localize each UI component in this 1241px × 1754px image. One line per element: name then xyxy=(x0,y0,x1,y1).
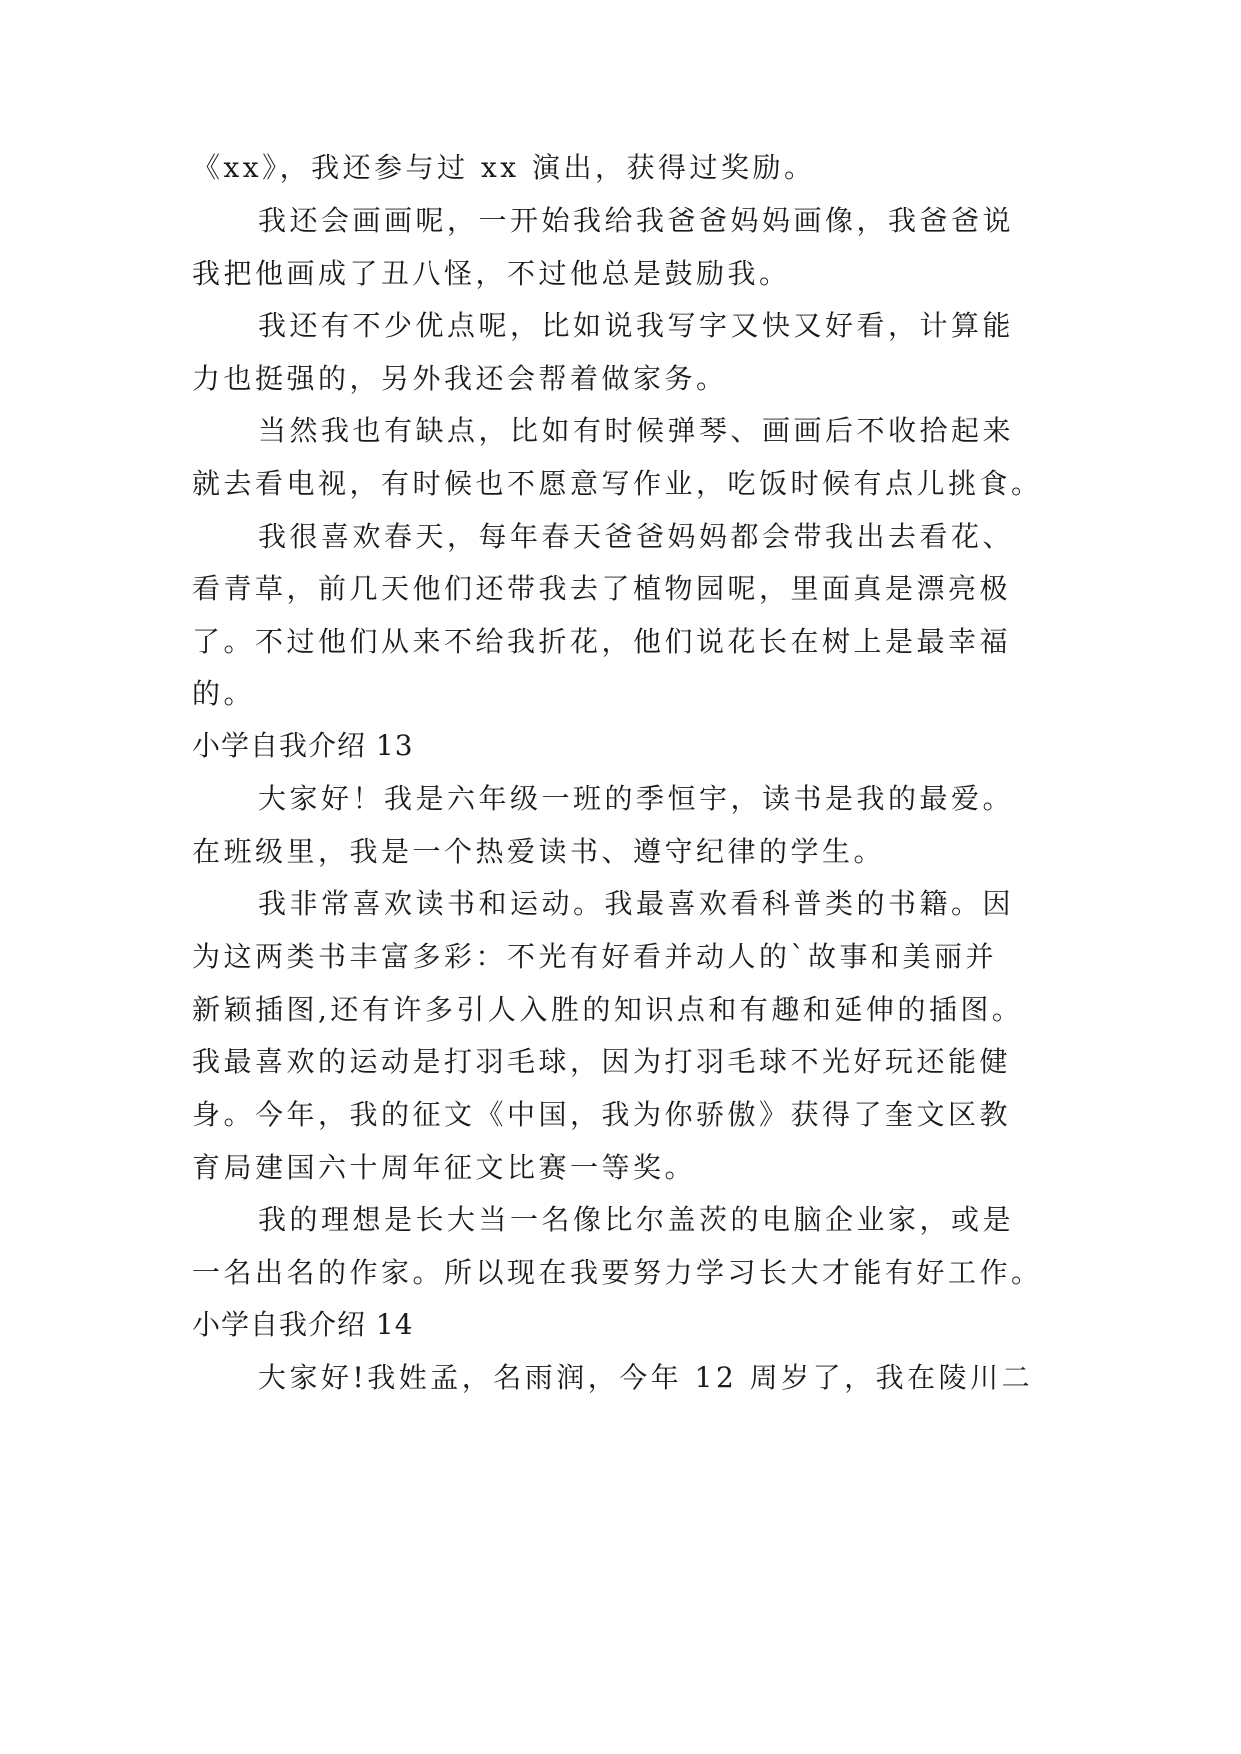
paragraph-line: 当然我也有缺点，比如有时候弹琴、画画后不收拾起来 xyxy=(258,414,1015,447)
paragraph-line: 的。 xyxy=(192,677,256,710)
paragraph-line: 我还会画画呢，一开始我给我爸爸妈妈画像，我爸爸说 xyxy=(258,204,1015,237)
paragraph-line: 我最喜欢的运动是打羽毛球，因为打羽毛球不光好玩还能健 xyxy=(192,1045,1012,1078)
paragraph-line: 看青草，前几天他们还带我去了植物园呢，里面真是漂亮极 xyxy=(192,572,1012,605)
paragraph-line: 我非常喜欢读书和运动。我最喜欢看科普类的书籍。因 xyxy=(258,887,1015,920)
paragraph-line: 了。不过他们从来不给我折花，他们说花长在树上是最幸福 xyxy=(192,625,1012,658)
paragraph-line: 大家好!我姓孟，名雨润，今年 12 周岁了，我在陵川二 xyxy=(258,1361,1034,1394)
section-heading: 小学自我介绍 13 xyxy=(192,729,414,762)
paragraph-line: 我很喜欢春天，每年春天爸爸妈妈都会带我出去看花、 xyxy=(258,520,1015,553)
paragraph-line: 一名出名的作家。所以现在我要努力学习长大才能有好工作。 xyxy=(192,1256,1043,1289)
paragraph-line: 新颖插图,还有许多引人入胜的知识点和有趣和延伸的插图。 xyxy=(192,993,1024,1026)
paragraph-line: 就去看电视，有时候也不愿意写作业，吃饭时候有点儿挑食。 xyxy=(192,467,1043,500)
paragraph-line: 在班级里，我是一个热爱读书、遵守纪律的学生。 xyxy=(192,835,886,868)
paragraph-line: 力也挺强的，另外我还会帮着做家务。 xyxy=(192,362,728,395)
paragraph-line: 大家好！我是六年级一班的季恒宇，读书是我的最爱。 xyxy=(258,782,1015,815)
paragraph-line: 《xx》，我还参与过 xx 演出，获得过奖励。 xyxy=(192,151,816,184)
section-heading: 小学自我介绍 14 xyxy=(192,1308,414,1341)
paragraph-line: 为这两类书丰富多彩：不光有好看并动人的`故事和美丽并 xyxy=(192,940,998,973)
paragraph-line: 我的理想是长大当一名像比尔盖茨的电脑企业家，或是 xyxy=(258,1203,1015,1236)
paragraph-line: 我把他画成了丑八怪，不过他总是鼓励我。 xyxy=(192,257,791,290)
paragraph-line: 身。今年，我的征文《中国，我为你骄傲》获得了奎文区教 xyxy=(192,1098,1012,1131)
paragraph-line: 我还有不少优点呢，比如说我写字又快又好看，计算能 xyxy=(258,309,1015,342)
paragraph-line: 育局建国六十周年征文比赛一等奖。 xyxy=(192,1151,697,1184)
